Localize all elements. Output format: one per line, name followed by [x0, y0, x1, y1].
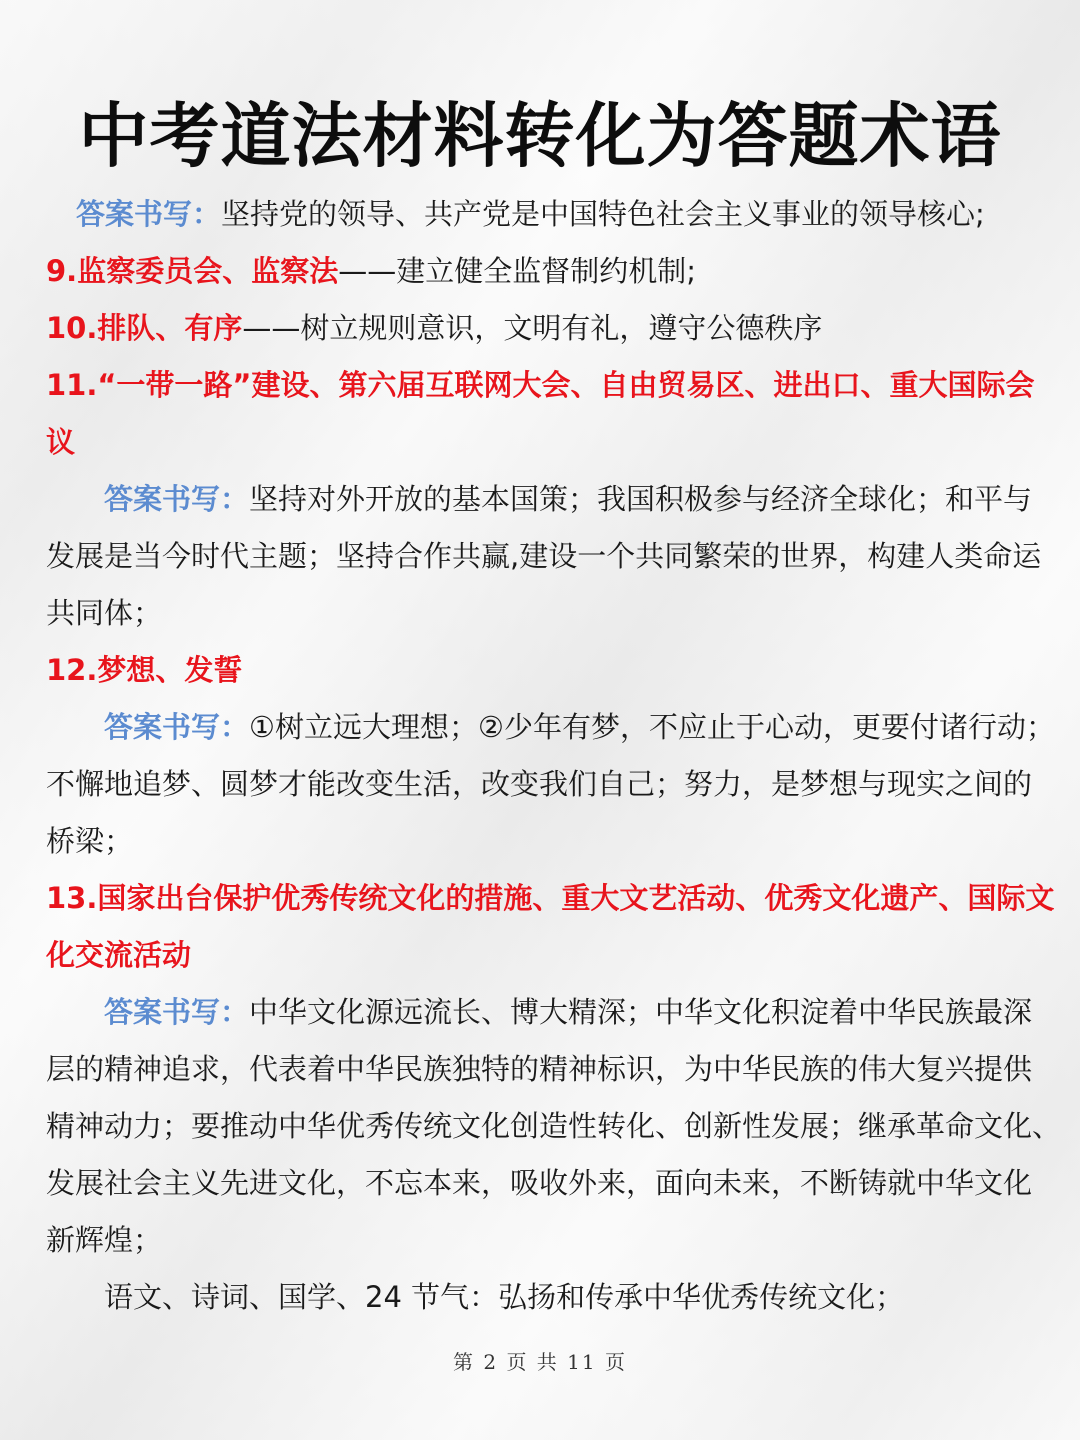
- item-heading-11-cont: 议: [46, 425, 76, 459]
- item-heading-12: 12.梦想、发誓: [46, 653, 243, 687]
- heading-text: 9.监察委员会、监察法: [46, 254, 339, 288]
- answer-text-line: 新辉煌；: [46, 1223, 163, 1257]
- answer-text-line: 桥梁；: [46, 824, 134, 858]
- page-number: 第 2 页 共 11 页: [453, 1350, 627, 1374]
- answer-text-line: 精神动力；要推动中华优秀传统文化创造性转化、创新性发展；继承革命文化、: [46, 1109, 1062, 1143]
- page-title: 中考道法材料转化为答题术语: [78, 95, 1002, 177]
- item-heading-10: [46, 300, 1036, 357]
- closing-line: 语文、诗词、国学、24 节气：弘扬和传承中华优秀传统文化；: [104, 1280, 905, 1314]
- answer-label: 答案书写：: [104, 710, 250, 744]
- document-body: [46, 186, 1062, 1326]
- answer-text-line: 不懈地追梦、圆梦才能改变生活，改变我们自己；努力，是梦想与现实之间的: [46, 767, 1033, 801]
- item-heading-11: 11.“一带一路”建设、第六届互联网大会、自由贸易区、进出口、重大国际会: [46, 368, 1035, 402]
- answer-label: 答案书写：: [76, 197, 222, 231]
- item-heading-9: [46, 243, 1036, 300]
- answer-text-line: 发展社会主义先进文化，不忘本来，吸收外来，面向未来，不断铸就中华文化: [46, 1166, 1033, 1200]
- item-heading-13: 13.国家出台保护优秀传统文化的措施、重大文艺活动、优秀文化遗产、国际文: [46, 881, 1055, 915]
- heading-rest: ——树立规则意识，文明有礼，遵守公德秩序: [242, 311, 823, 345]
- answer-line: [46, 984, 1036, 1041]
- answer-label: 答案书写：: [104, 995, 250, 1029]
- heading-rest: ——建立健全监督制约机制;: [338, 254, 696, 288]
- answer-text-line: 发展是当今时代主题；坚持合作共赢,建设一个共同繁荣的世界，构建人类命运: [46, 539, 1042, 573]
- answer-line: [46, 699, 1056, 756]
- answer-text: 中华文化源远流长、博大精深；中华文化积淀着中华民族最深: [249, 995, 1033, 1029]
- answer-text: 坚持对外开放的基本国策；我国积极参与经济全球化；和平与: [249, 482, 1033, 516]
- answer-text: 坚持党的领导、共产党是中国特色社会主义事业的领导核心;: [221, 197, 985, 231]
- answer-label: 答案书写：: [104, 482, 250, 516]
- heading-text: 10.排队、有序: [46, 311, 243, 345]
- answer-text: ①树立远大理想；②少年有梦，不应止于心动，更要付诸行动；: [249, 710, 1056, 744]
- answer-text-line: 层的精神追求，代表着中华民族独特的精神标识，为中华民族的伟大复兴提供: [46, 1052, 1033, 1086]
- answer-line: [46, 471, 1036, 528]
- item-heading-13-cont: 化交流活动: [46, 938, 192, 972]
- answer-line: [46, 186, 1036, 243]
- answer-text-line: 共同体；: [46, 596, 163, 630]
